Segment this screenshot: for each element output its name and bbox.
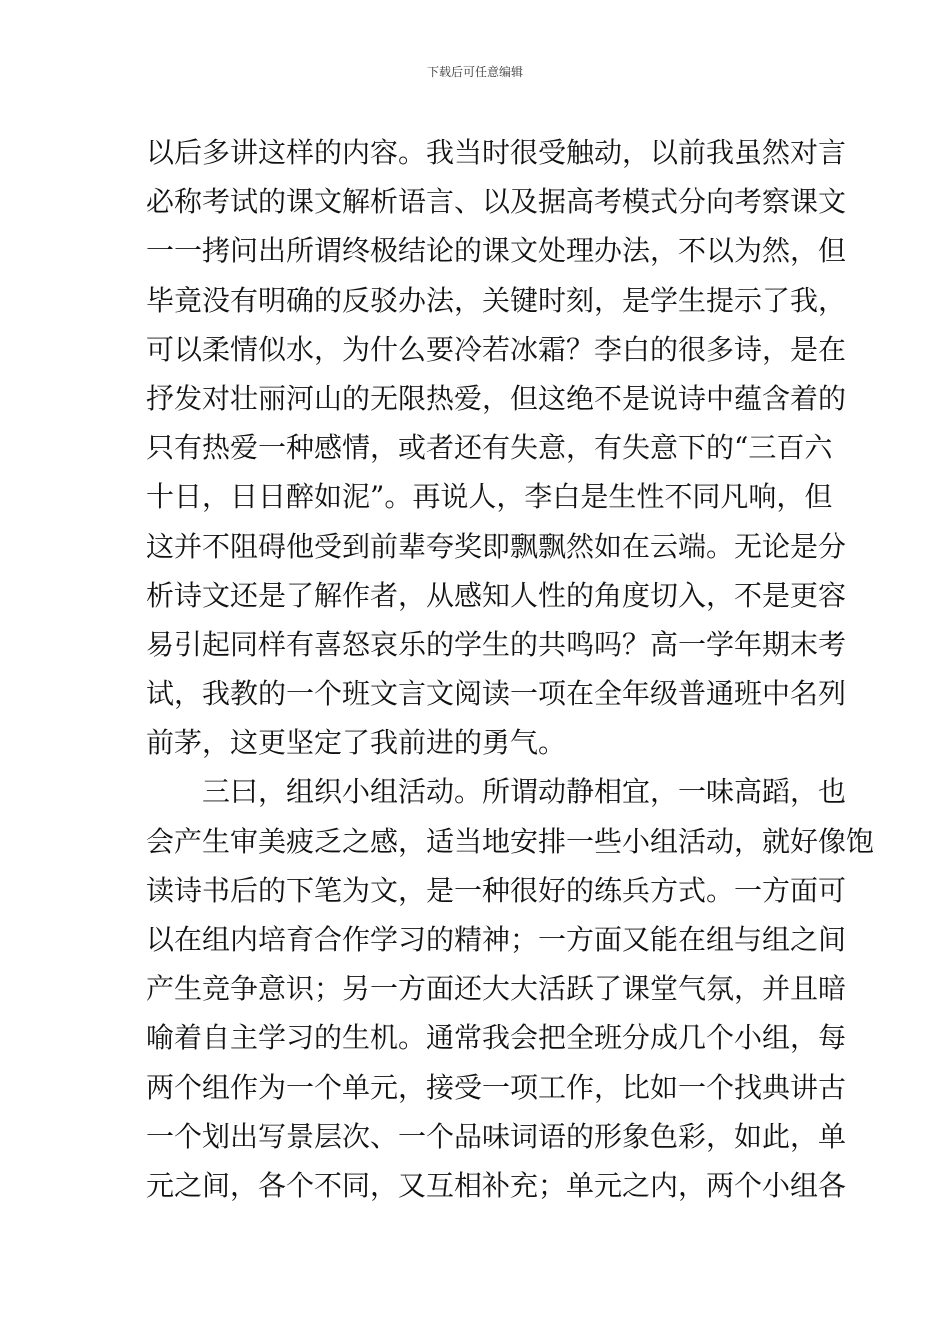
text-line: 喻着自主学习的生机。通常我会把全班分成几个小组，每 bbox=[146, 1021, 847, 1055]
text-line: 试，我教的一个班文言文阅读一项在全年级普通班中名列 bbox=[146, 677, 847, 711]
text-line: 只有热爱一种感情，或者还有失意，有失意下的“三百六 bbox=[146, 431, 833, 465]
document-body bbox=[146, 128, 875, 1210]
text-line: 产生竞争意识；另一方面还大大活跃了课堂气氛，并且暗 bbox=[146, 972, 847, 1006]
text-line: 抒发对壮丽河山的无限热爱，但这绝不是说诗中蕴含着的 bbox=[146, 381, 847, 415]
text-line: 必称考试的课文解析语言、以及据高考模式分向考察课文 bbox=[146, 185, 847, 219]
page-header: 下载后可任意编辑 bbox=[426, 65, 523, 79]
text-line: 毕竟没有明确的反驳办法，关键时刻，是学生提示了我， bbox=[146, 283, 847, 317]
text-line: 会产生审美疲乏之感，适当地安排一些小组活动，就好像饱 bbox=[146, 824, 875, 858]
text-line: 可以柔情似水，为什么要冷若冰霜？李白的很多诗，是在 bbox=[146, 332, 847, 366]
text-line: 一个划出写景层次、一个品味词语的形象色彩，如此，单 bbox=[146, 1119, 847, 1153]
text-line: 读诗书后的下笔为文，是一种很好的练兵方式。一方面可 bbox=[146, 873, 847, 907]
text-line: 析诗文还是了解作者，从感知人性的角度切入，不是更容 bbox=[146, 578, 847, 612]
text-line: 十日，日日醉如泥”。再说人，李白是生性不同凡响，但 bbox=[146, 480, 833, 514]
text-line: 两个组作为一个单元，接受一项工作，比如一个找典讲古 bbox=[146, 1070, 847, 1104]
text-line: 以后多讲这样的内容。我当时很受触动，以前我虽然对言 bbox=[146, 136, 847, 169]
text-line: 元之间，各个不同，又互相补充；单元之内，两个小组各 bbox=[146, 1168, 847, 1202]
text-line: 以在组内培育合作学习的精神；一方面又能在组与组之间 bbox=[146, 923, 847, 956]
text-line: 一一拷问出所谓终极结论的课文处理办法，不以为然，但 bbox=[146, 234, 847, 268]
text-line: 易引起同样有喜怒哀乐的学生的共鸣吗？高一学年期末考 bbox=[146, 627, 847, 661]
paragraph-start-line: 三曰，组织小组活动。所谓动静相宜，一味高蹈，也 bbox=[202, 775, 847, 809]
text-line: 这并不阻碍他受到前辈夸奖即飘飘然如在云端。无论是分 bbox=[146, 529, 847, 563]
text-line: 前茅，这更坚定了我前进的勇气。 bbox=[146, 726, 567, 760]
